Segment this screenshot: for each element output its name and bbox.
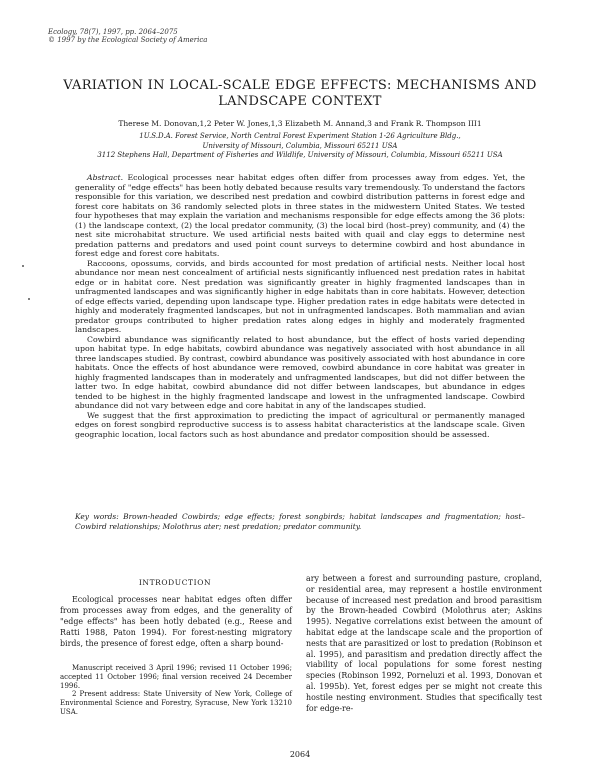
- footnote-received: Manuscript received 3 April 1996; revised 11 October 1996; accepted 11 October 1996; final version received 24 December 1996.: [60, 664, 292, 690]
- right-column: ary between a forest and surrounding pasture, cropland, or residential area, may represent a hostile environment because of increased nest predation and brood parasitism by the Brown-headed Cowbird (Molothrus ater; Askins 1995). Negative correlations exist between the amount of habitat edge at the landscape scale and the proportion of nests that are parasitized or lost to predation (Robinson et al. 1995), and parasitism and predation directly affect the viability of local populations for some forest nesting species (Robinson 1992, Porneluzi et al. 1993, Donovan et al. 1995b). Yet, forest edges per se might not create this hostile nesting environment. Studies that specifically test for edge-re-: [306, 574, 542, 713]
- page-number: 2064: [289, 750, 311, 759]
- scan-speck: [28, 298, 30, 300]
- footnotes: [60, 664, 292, 717]
- abstract-paragraph-2: Raccoons, opossums, corvids, and birds accounted for most predation of artificial nests. Neither local host abundance nor mean nest concealment of artificial nests significantly influenced nest predation rates in habitat edge or in habitat core. Nest predation was significantly greater in highly fragmented landscapes than in unfragmented landscapes and was significantly higher in edge habitats than in core habitats. However, detection of edge effects varied, depending upon landscape type. Higher predation rates in edge habitats were detected in highly and moderately fragmented landscapes, but not in unfragmented landscapes. Both mammalian and avian predator groups contributed to higher predation rates along edges in highly and moderately fragmented landscapes.: [75, 258, 525, 334]
- affiliation-line-3: 3112 Stephens Hall, Department of Fisheries and Wildlife, University of Missouri, Columbia, Missouri 65211 USA: [97, 151, 503, 159]
- affiliation-line-2: University of Missouri, Columbia, Missouri 65211 USA: [202, 141, 398, 150]
- keywords: Key words: Brown-headed Cowbirds; edge effects; forest songbirds; habitat landscapes and fragmentation; host–Cowbird relationships; Molothrus ater; nest predation; predator community.: [75, 512, 525, 531]
- author-list: Therese M. Donovan,1,2 Peter W. Jones,1,3 Elizabeth M. Annand,3 and Frank R. Thompson III1: [118, 119, 482, 128]
- abstract-text-1: Ecological processes near habitat edges often differ from processes away from edges. Yet, the generality of "edge effects" has been hotly debated because results vary tremendously. To understand the factors responsible for this variation, we described nest predation and cowbird distribution patterns in forest edge and forest core habitats on 36 randomly selected plots in three states in the midwestern United States. We tested four hypotheses that may explain the variation and mechanisms responsible for edge effects among the 36 plots: (1) the landscape context, (2) the local predator community, (3) the local bird (host–prey) community, and (4) the nest site microhabitat structure. We used artificial nests baited with quail and clay eggs to determine nest predation patterns and predators and used point count surveys to determine cowbird and host abundance in forest edge and forest core habitats.: [75, 173, 525, 258]
- abstract-paragraph-1: [75, 173, 525, 259]
- article-title: VARIATION IN LOCAL-SCALE EDGE EFFECTS: MECHANISMS AND LANDSCAPE CONTEXT: [63, 78, 537, 109]
- journal-citation: [48, 28, 207, 44]
- left-column: [60, 594, 292, 649]
- abstract-label: Abstract.: [87, 173, 124, 182]
- abstract: [75, 173, 525, 439]
- affiliation-line-1: 1U.S.D.A. Forest Service, North Central Forest Experiment Station 1-26 Agriculture Bldg.,: [139, 132, 461, 140]
- scan-speck: [22, 265, 24, 267]
- journal-line-2: © 1997 by the Ecological Society of America: [48, 36, 208, 44]
- abstract-paragraph-4: We suggest that the first approximation to predicting the impact of agricultural or permanently managed edges on forest songbird reproductive success is to assess habitat characteristics at the landscape scale. Given geographic location, local factors such as host abundance and predator composition should be assessed.: [75, 410, 525, 439]
- affiliations: [40, 132, 560, 161]
- footnote-present-address: 2 Present address: State University of New York, College of Environmental Science and Forestry, Syracuse, New York 13210 USA.: [60, 690, 292, 716]
- intro-paragraph: Ecological processes near habitat edges often differ from processes away from edges, and the generality of "edge effects" has been hotly debated (e.g., Reese and Ratti 1988, Paton 1994). For forest-nesting migratory birds, the presence of forest edge, often a sharp bound-: [60, 595, 292, 648]
- introduction-heading: INTRODUCTION: [138, 578, 212, 587]
- abstract-paragraph-3: Cowbird abundance was significantly related to host abundance, but the effect of hosts varied depending upon habitat type. In edge habitats, cowbird abundance was negatively associated with host abundance in all three landscapes studied. By contrast, cowbird abundance was positively associated with host abundance in core habitats. Once the effects of host abundance were removed, cowbird abundance in core habitat was greater in highly fragmented landscapes than in moderately and unfragmented landscapes, but did not differ between the latter two. In edge habitat, cowbird abundance did not differ between landscapes, but abundance in edges tended to be highest in the highly fragmented landscape and lowest in the unfragmented landscape. Cowbird abundance did not vary between edge and core habitat in any of the landscapes studied.: [75, 334, 525, 410]
- journal-line-1: Ecology, 78(7), 1997, pp. 2064–2075: [48, 28, 178, 36]
